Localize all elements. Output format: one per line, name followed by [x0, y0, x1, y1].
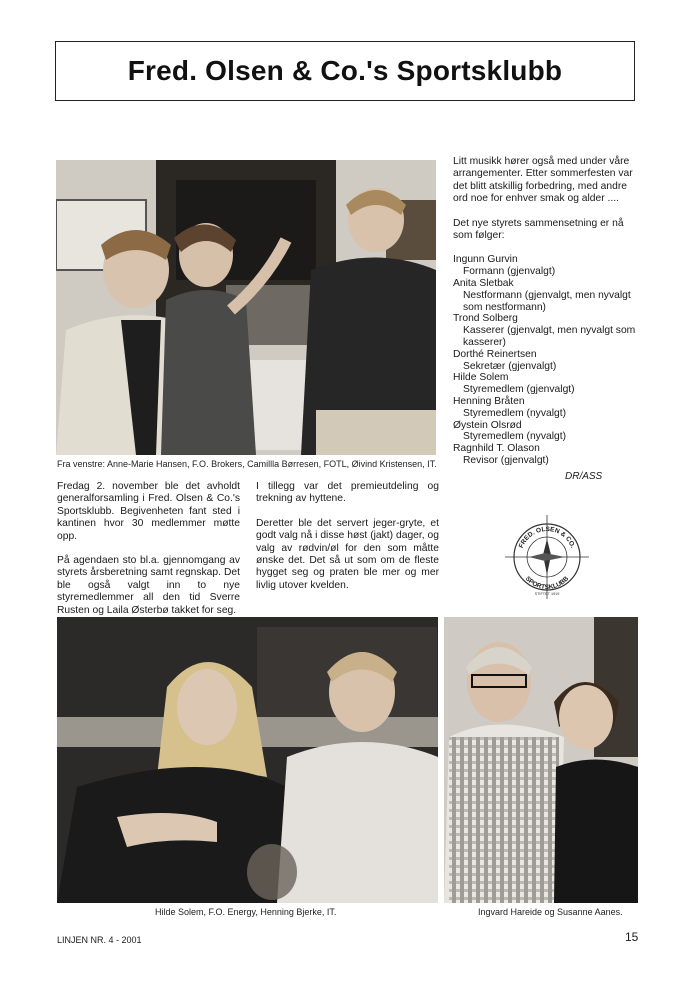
- photo-top: [56, 160, 436, 455]
- board-member-name: Anita Sletbak: [453, 278, 514, 290]
- right-column: [453, 156, 638, 467]
- board-list: [453, 254, 638, 466]
- right-para-2: Det nye styrets sammensetning er nå som følger:: [453, 217, 624, 242]
- left-para-2: På agendaen sto bl.a. gjennomgang av styrets årsberetning samt regnskap. Det ble også valgt inn to nye styremedlemmer all den tid Sverre Rusten og Laila Østerbø takket for seg.: [57, 555, 240, 616]
- footer-issue: LINJEN NR. 4 - 2001: [57, 935, 142, 945]
- photo-bottom-left: [57, 617, 438, 903]
- photo-top-caption: Fra venstre: Anne-Marie Hansen, F.O. Brokers, Camillla Børresen, FOTL, Øivind Kristensen, IT.: [57, 459, 437, 469]
- board-member-name: Hilde Solem: [453, 372, 509, 384]
- logo-text-bottom: SPORTSKLUBB: [523, 575, 571, 592]
- board-member-name: Trond Solberg: [453, 313, 518, 325]
- middle-para-2: Deretter ble det servert jeger-gryte, et godt valg nå i disse høst (jakt) dager, og valg av rødvin/øl for den som måtte ønske det. Det så ut som om de fleste hygget seg og praten ble mer og mer livlig utover kvelden.: [256, 517, 439, 591]
- board-member-name: Øystein Olsrød: [453, 419, 522, 431]
- board-member-role: Styremedlem (nyvalgt): [463, 431, 566, 443]
- photo-top-image: [56, 160, 436, 455]
- board-member-role: Sekretær (gjenvalgt): [463, 360, 557, 372]
- title-box: [55, 41, 635, 101]
- left-column: [57, 481, 240, 629]
- page-title: Fred. Olsen & Co.'s Sportsklubb: [127, 55, 563, 86]
- logo-text-founded: STIFTET 1919: [534, 592, 560, 596]
- photo-bottom-right: [444, 617, 638, 903]
- page-number: 15: [625, 930, 639, 944]
- right-para-1: Litt musikk hører også med under våre arrangementer. Etter sommerfesten var det blitt atskillig forbedring, med andre ord noe for enhver smak og alder ....: [453, 156, 633, 205]
- board-member-name: Ingunn Gurvin: [453, 254, 518, 266]
- board-member-role: Kasserer (gjenvalgt, men nyvalgt som kasserer): [463, 325, 636, 349]
- photo-bottom-left-caption: Hilde Solem, F.O. Energy, Henning Bjerke, IT.: [155, 907, 337, 917]
- logo-text-top: FRED. OLSEN & CO.: [517, 525, 577, 550]
- board-member-name: Ragnhild T. Olason: [453, 443, 540, 455]
- left-para-1: Fredag 2. november ble det avholdt generalforsamling i Fred. Olsen & Co.'s Sportsklubb. Begivenheten fant sted i kantinen hvor 30 medlemmer møtte opp.: [57, 481, 240, 542]
- board-member-role: Formann (gjenvalgt): [463, 266, 556, 278]
- board-member-name: Dorthé Reinertsen: [453, 348, 537, 360]
- board-member-role: Revisor (gjenvalgt): [463, 454, 549, 466]
- signature: DR/ASS: [565, 471, 603, 482]
- board-member-role: Nestformann (gjenvalgt, men nyvalgt som nestformann): [463, 289, 631, 313]
- photo-bottom-right-caption: Ingvard Hareide og Susanne Aanes.: [478, 907, 623, 917]
- middle-column: [256, 481, 439, 604]
- board-member-role: Styremedlem (nyvalgt): [463, 407, 566, 419]
- board-member-name: Henning Bråten: [453, 396, 525, 407]
- middle-para-1: I tillegg var det premieutdeling og trekning av hyttene.: [256, 481, 439, 505]
- photo-bottom-left-image: [57, 617, 438, 903]
- sportsklubb-seal-icon: [505, 515, 589, 599]
- board-member-role: Styremedlem (gjenvalgt): [463, 384, 575, 396]
- photo-bottom-right-image: [444, 617, 638, 903]
